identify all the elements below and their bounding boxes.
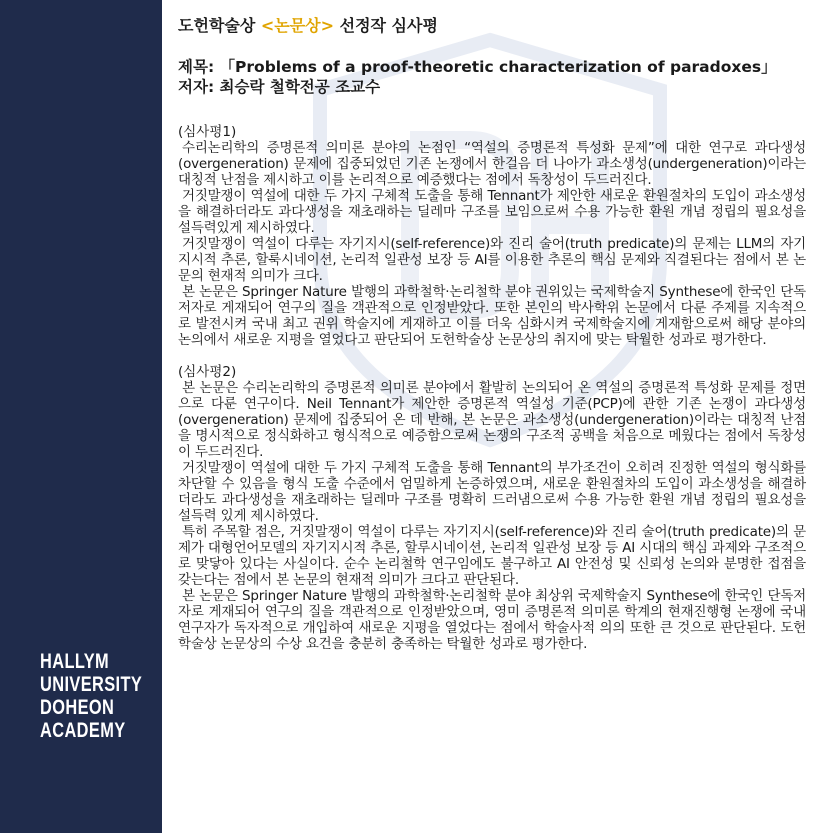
paper-author: 최승락 철학전공 조교수 [219, 78, 381, 96]
brand-line: UNIVERSITY [40, 673, 143, 696]
review-2-label: (심사평2) [178, 364, 237, 380]
title-suffix: 선정작 심사평 [334, 16, 438, 35]
review-2-paragraph: 본 논문은 수리논리학의 증명론적 의미론 분야에서 활발히 논의되어 온 역설의 증명론적 특성화 문제를 정면으로 다룬 연구이다. Neil Tennant가 제안한 증명론적 역설성 기준(PCP)에 관한 기존 논쟁이 과다생성(overgeneration) 문제에 집중되어 온 데 반해, 본 논문은 과소생성(undergeneration)이라는 대칭적 난점을 명시적으로 정식화하고 형식적으로 예증함으로써 논쟁의 구조적 공백을 처음으로 메웠다는 점에서 독창성이 두드러진다. [178, 380, 806, 460]
review-1-paragraph: 수리논리학의 증명론적 의미론 분야의 논점인 “역설의 증명론적 특성화 문제”에 대한 연구로 과다생성(overgeneration) 문제에 집중되었던 기존 논쟁에서 한걸음 더 나아가 과소생성(undergeneration)이라는 대칭적 난점을 제시하고 이를 논리적으로 예증했다는 점에서 독창성이 두드러진다. [178, 140, 806, 188]
title-prefix: 도헌학술상 [178, 16, 261, 35]
title-accent: <논문상> [260, 16, 335, 35]
paper-author-row [178, 77, 806, 97]
paper-title: 「Problems of a proof-theoretic characterization of paradoxes」 [219, 58, 777, 76]
paper-meta [178, 57, 806, 97]
review-1-label: (심사평1) [178, 124, 237, 140]
review-2-paragraph: 특히 주목할 점은, 거짓말쟁이 역설이 다루는 자기지시(self-reference)와 진리 술어(truth predicate)의 문제가 대형언어모델의 자기지시적 추론, 할루시네이션, 논리적 일관성 보장 등 AI 시대의 핵심 과제와 구조적으로 맞닿아 있다는 사실이다. 순수 논리철학 연구임에도 불구하고 AI 안전성 및 신뢰성 논의와 분명한 접점을 갖는다는 점에서 본 논문의 현재적 의미가 크다고 판단된다. [178, 524, 806, 588]
review-2-paragraph: 본 논문은 Springer Nature 발행의 과학철학·논리철학 분야 최상위 국제학술지 Synthese에 한국인 단독저자로 게재되어 연구의 질을 객관적으로 인정받았으며, 영미 증명론적 의미론 학계의 현재진행형 논쟁에 국내 연구자가 독자적으로 개입하여 새로운 지평을 열었다는 점에서 학술사적 의의 또한 큰 것으로 판단된다. 도헌학술상 논문상의 수상 요건을 충분히 충족하는 탁월한 성과로 평가한다. [178, 588, 806, 652]
paper-title-row [178, 57, 806, 77]
sidebar [0, 0, 162, 833]
brand-line: DOHEON [40, 696, 115, 719]
academy-logo-text [40, 650, 142, 742]
review-document [178, 0, 806, 652]
page-title [178, 15, 806, 37]
review-2-paragraph: 거짓말쟁이 역설에 대한 두 가지 구체적 도출을 통해 Tennant의 부가조건이 오히려 진정한 역설의 형식화를 차단할 수 있음을 형식 도출 수준에서 엄밀하게 논증하였으며, 새로운 환원절차의 도입이 과소생성을 해결하더라도 과다생성을 재초래하는 딜레마 구조를 명확히 드러냄으로써 수용 가능한 환원 개념 정립의 필요성을 설득력 있게 제시하였다. [178, 460, 806, 524]
brand-line: ACADEMY [40, 719, 126, 742]
review-1-paragraph: 거짓말쟁이 역설에 대한 두 가지 구체적 도출을 통해 Tennant가 제안한 새로운 환원절차의 도입이 과소생성을 해결하더라도 과다생성을 재초래하는 딜레마 구조를 보임으로써 수용 가능한 환원 개념 정립의 필요성을 설득력있게 제시하였다. [178, 188, 806, 236]
paper-title-label: 제목: [178, 58, 220, 76]
brand-line: HALLYM [40, 650, 110, 673]
review-1-paragraph: 거짓말쟁이 역설이 다루는 자기지시(self-reference)와 진리 술어(truth predicate)의 문제는 LLM의 자기지시적 추론, 할룩시네이션, 논리적 일관성 보장 등 AI를 이용한 추론의 핵심 문제와 직결된다는 점에서 본 논문의 현재적 의미가 크다. [178, 236, 806, 284]
review-1-paragraph: 본 논문은 Springer Nature 발행의 과학철학·논리철학 분야 권위있는 국제학술지 Synthese에 한국인 단독저자로 게재되어 연구의 질을 객관적으로 인정받았다. 또한 본인의 박사학위 논문에서 다룬 주제를 지속적으로 발전시켜 국내 최고 권위 학술지에 게재하고 이를 더욱 심화시켜 국제학술지에 게재함으로써 해당 분야의 논의에서 새로운 지평을 열었다고 판단되어 도헌학술상 논문상의 취지에 맞는 탁월한 성과로 평가한다. [178, 284, 806, 348]
paper-author-label: 저자: [178, 78, 220, 96]
